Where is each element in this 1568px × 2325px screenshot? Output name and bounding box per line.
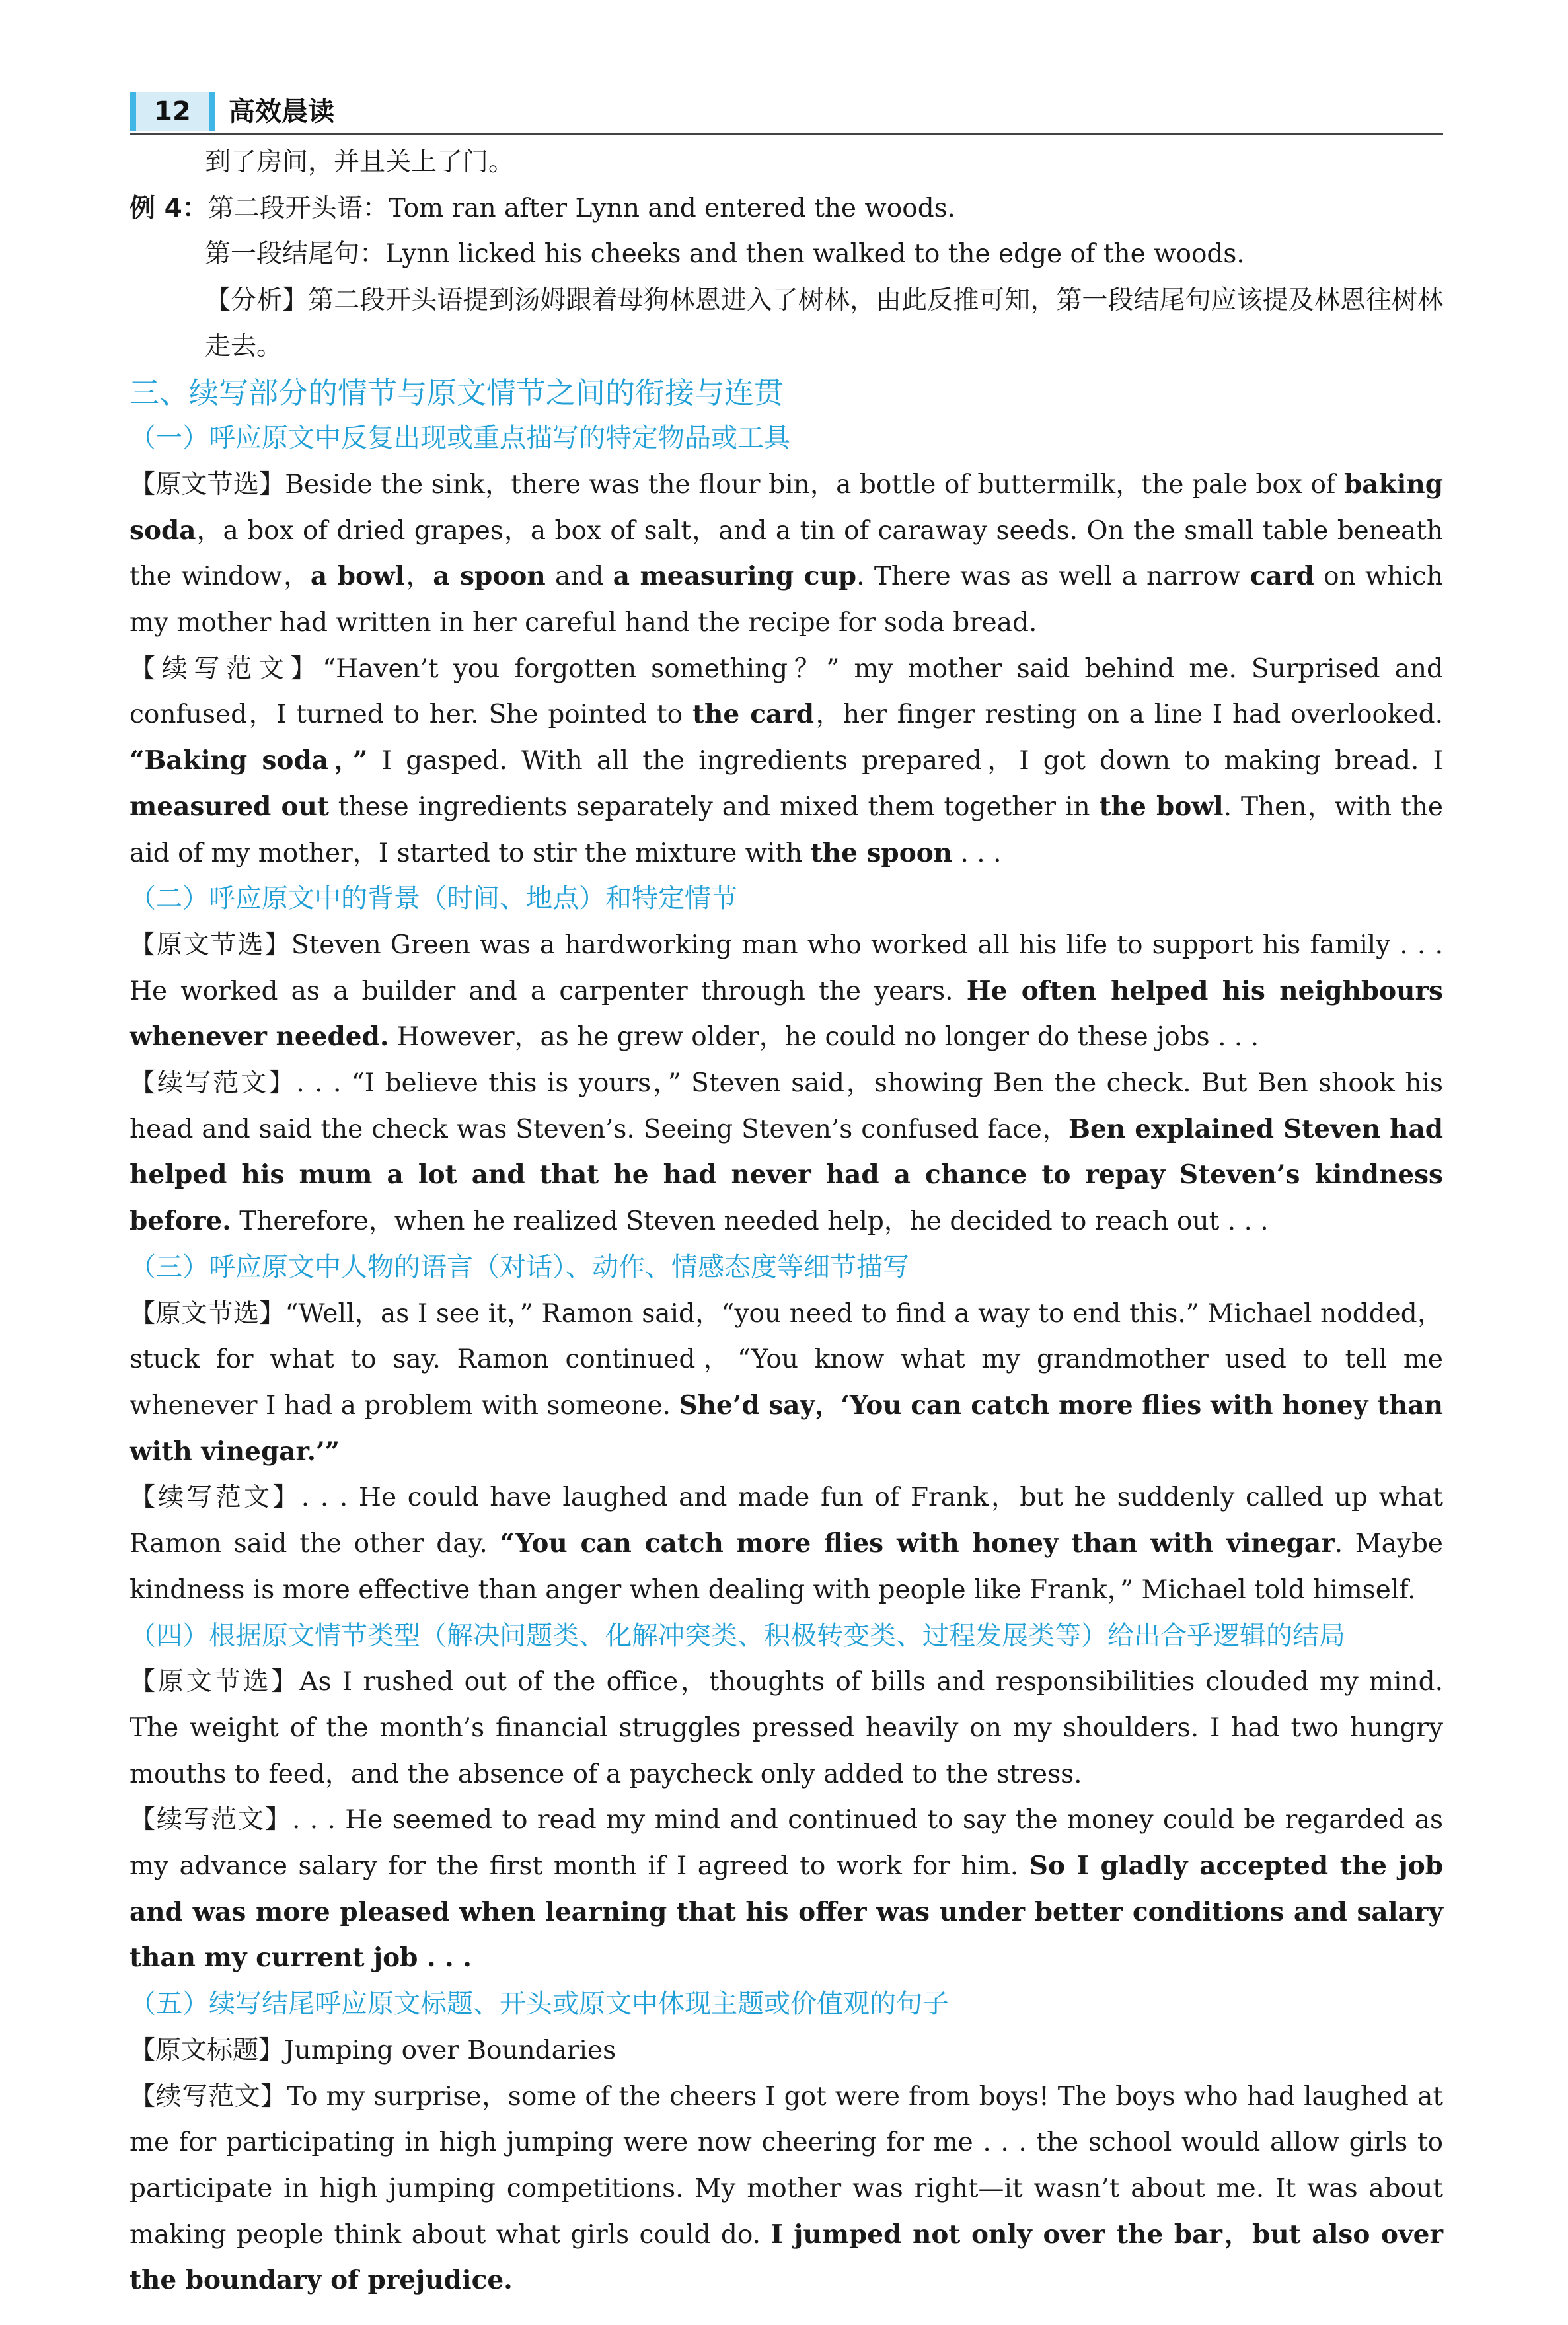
subsection-2-sample: 【续写范文】. . . “I believe this is yours，” Steven said，showing Ben the check. But Ben shook his head and said the check was Steven’s. Seeing Steven’s confused face，Ben explained Steven had helped his mum a lot and that he had never had a chance to repay Steven’s kindness before. Therefore，when he realized Steven needed help，he decided to reach out . . . [130,1068,1443,1237]
subsection-5-sample: 【续写范文】To my surprise，some of the cheers I got were from boys! The boys who had laughed at me for participating in high jumping were now cheering for me . . . the school would allow girls to participate in high jumping competitions. My mother was right—it wasn’t about me. It was about making people think about what girls could do. I jumped not only over the bar，but also over the boundary of prejudice. [130,2081,1443,2296]
subsection-1-heading: （一）呼应原文中反复出现或重点描写的特定物品或工具 [130,423,790,454]
subsection-2-heading: （二）呼应原文中的背景（时间、地点）和特定情节 [130,883,737,914]
section-3-heading: 三、续写部分的情节与原文情节之间的衔接与连贯 [130,375,784,410]
page-header [130,87,1443,135]
subsection-5-heading: （五）续写结尾呼应原文标题、开头或原文中体现主题或价值观的句子 [130,1989,949,2020]
continued-text: 到了房间，并且关上了门。 [205,147,515,177]
header-rule [130,133,1443,135]
subsection-3-sample: 【续写范文】. . . He could have laughed and made fun of Frank，but he suddenly called up what Ramon said the other day. “You can catch more flies with honey than with vinegar. Maybe kindness is more effective than anger when dealing with people like Frank，” Michael told himself. [130,1483,1444,1605]
subsection-4-heading: （四）根据原文情节类型（解决问题类、化解冲突类、积极转变类、过程发展类等）给出合乎逻辑的结局 [130,1620,1345,1651]
example-4-label: 例 4： [130,193,208,223]
page-content [130,139,1443,2304]
page-number: 12 [130,92,215,131]
subsection-3-original: 【原文节选】“Well，as I see it，” Ramon said，“you need to find a way to end this.” Michael nodded，stuck for what to say. Ramon continued，“You know what my grandmother used to tell me whenever I had a problem with someone. She’d say，‘You can catch more flies with honey than with vinegar.’” [130,1298,1444,1467]
example-4-line2: 第一段结尾句：Lynn licked his cheeks and then walked to the edge of the woods. [205,239,1245,270]
example-4-analysis: 【分析】第二段开头语提到汤姆跟着母狗林恩进入了树林，由此反推可知，第一段结尾句应该提及林恩往树林走去。 [205,285,1443,361]
subsection-1-sample: 【续写范文】“Haven’t you forgotten something？” my mother said behind me. Surprised and confused，I turned to her. She pointed to the card，her finger resting on a line I had overlooked. “Baking soda，” I gasped. With all the ingredients prepared，I got down to making bread. I measured out these ingredients separately and mixed them together in the bowl. Then，with the aid of my mother，I started to stir the mixture with the spoon . . . [130,653,1444,868]
subsection-5-original-title: 【原文标题】Jumping over Boundaries [130,2035,616,2065]
subsection-3-heading: （三）呼应原文中人物的语言（对话）、动作、情感态度等细节描写 [130,1251,909,1282]
subsection-4-sample: 【续写范文】. . . He seemed to read my mind and continued to say the money could be regarded as my advance salary for the first month if I agreed to work for him. So I gladly accepted the job and was more pleased when learning that his offer was under better conditions and salary than my current job . . . [130,1805,1443,1974]
subsection-1-original: 【原文节选】Beside the sink，there was the flour bin，a bottle of buttermilk，the pale box of baking soda，a box of dried grapes，a box of salt，and a tin of caraway seeds. On the small table beneath the window，a bowl，a spoon and a measuring cup. There was as well a narrow card on which my mother had written in her careful hand the recipe for soda bread. [130,468,1443,638]
example-4-line1: 例 4：第二段开头语：Tom ran after Lynn and entered the woods. [130,193,956,223]
book-title: 高效晨读 [229,96,334,127]
subsection-2-original: 【原文节选】Steven Green was a hardworking man who worked all his life to support his family . . . He worked as a builder and a carpenter through the years. He often helped his neighbours whenever needed. However，as he grew older，he could no longer do these jobs . . . [130,930,1443,1052]
subsection-4-original: 【原文节选】As I rushed out of the office，thoughts of bills and responsibilities clouded my mind. The weight of the month’s financial struggles pressed heavily on my shoulders. I had two hungry mouths to feed，and the absence of a paycheck only added to the stress. [130,1667,1443,1789]
